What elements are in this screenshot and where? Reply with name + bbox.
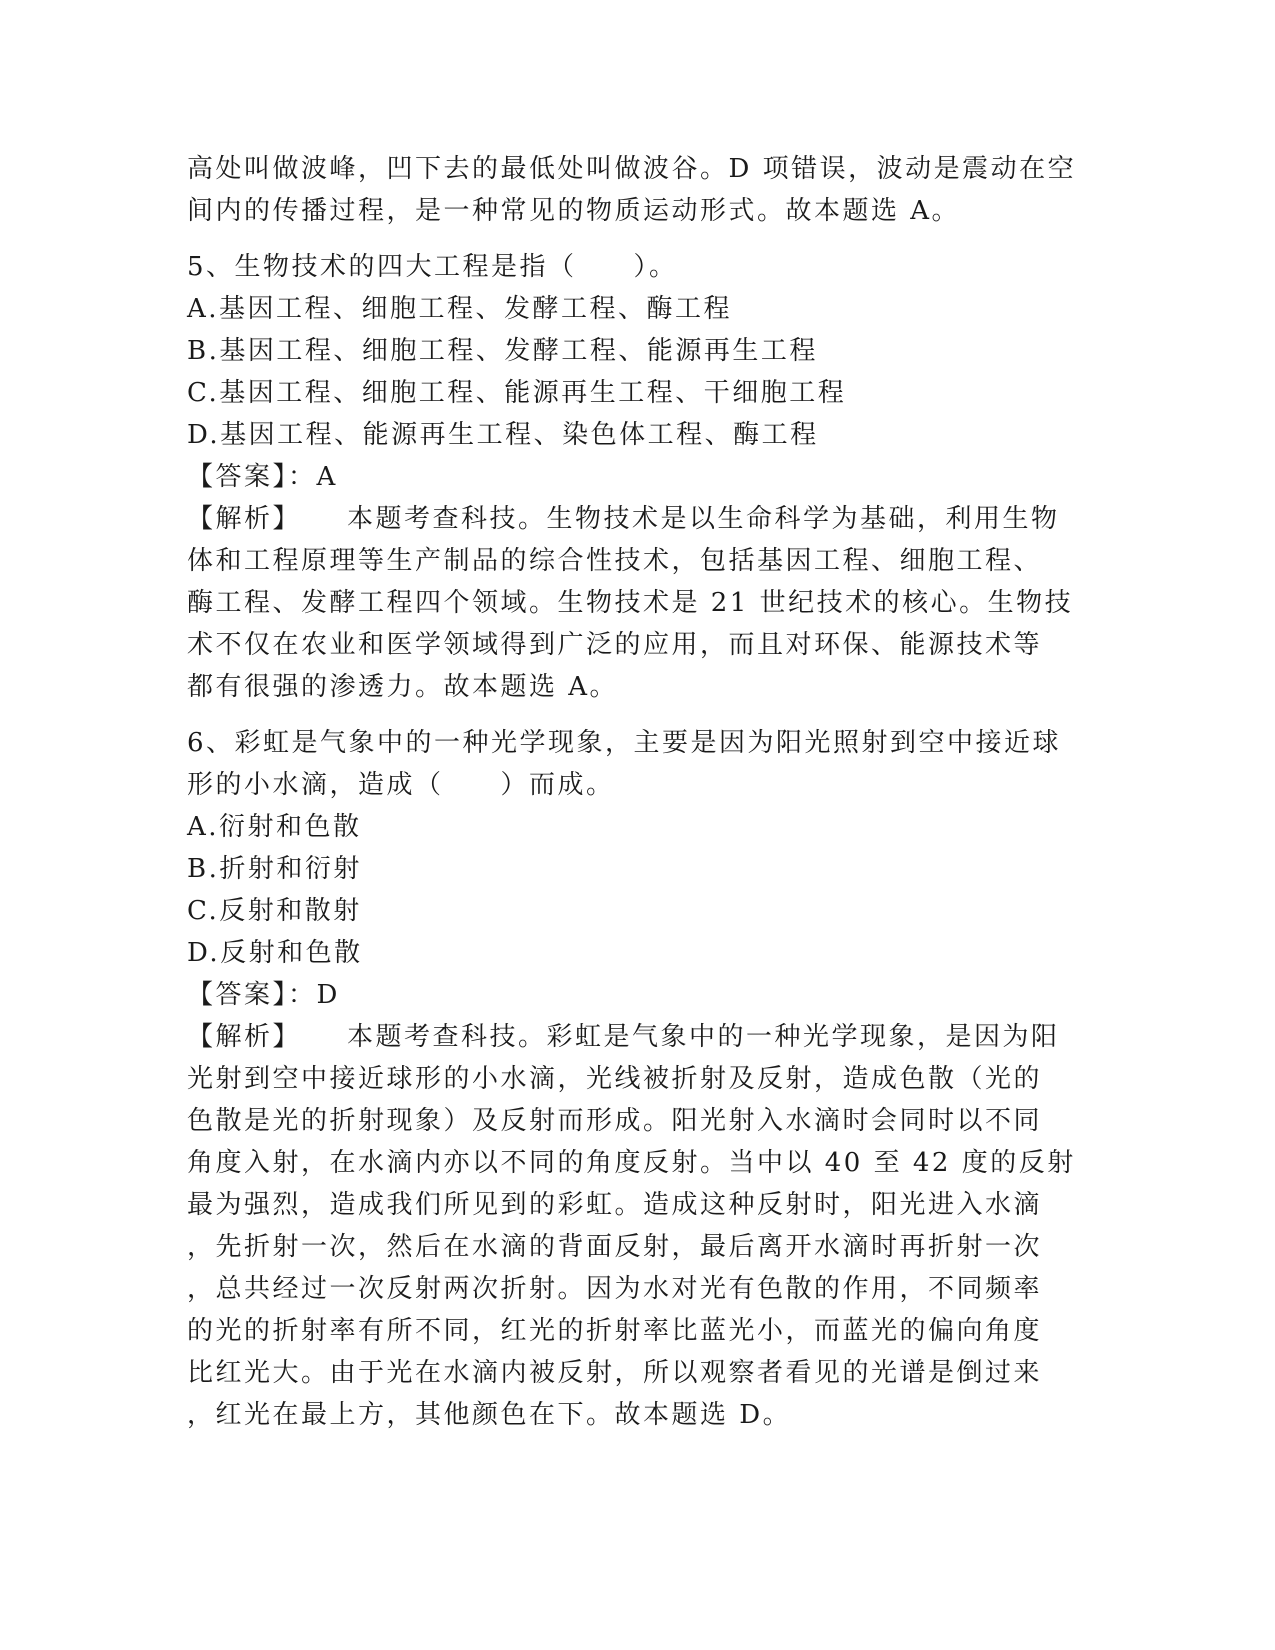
question-5-option-a: A.基因工程、细胞工程、发酵工程、酶工程 bbox=[187, 294, 733, 324]
analysis-text: 本题考查科技。生物技术是以生命科学为基础，利用生物 bbox=[347, 504, 1060, 534]
question-5-option-d: D.基因工程、能源再生工程、染色体工程、酶工程 bbox=[187, 420, 819, 450]
document-body bbox=[187, 148, 1087, 1436]
analysis-text: 都有很强的渗透力。故本题选 A。 bbox=[187, 672, 619, 702]
question-6-stem: 6、彩虹是气象中的一种光学现象，主要是因为阳光照射到空中接近球 bbox=[187, 728, 1062, 758]
analysis-text: 的光的折射率有所不同，红光的折射率比蓝光小，而蓝光的偏向角度 bbox=[187, 1316, 1043, 1346]
analysis-text: 比红光大。由于光在水滴内被反射，所以观察者看见的光谱是倒过来 bbox=[187, 1358, 1043, 1388]
text-line: 间内的传播过程，是一种常见的物质运动形式。故本题选 A。 bbox=[187, 196, 961, 226]
analysis-text: 术不仅在农业和医学领域得到广泛的应用，而且对环保、能源技术等 bbox=[187, 630, 1043, 660]
question-6-option-d: D.反射和色散 bbox=[187, 938, 363, 968]
answer-value: D bbox=[316, 980, 340, 1010]
question-5-option-b: B.基因工程、细胞工程、发酵工程、能源再生工程 bbox=[187, 336, 818, 366]
analysis-label: 【解析】 bbox=[187, 1022, 302, 1052]
analysis-text: 酶工程、发酵工程四个领域。生物技术是 21 世纪技术的核心。生物技 bbox=[187, 588, 1074, 618]
answer-value: A bbox=[316, 462, 338, 492]
question-6-stem: 形的小水滴，造成（ ）而成。 bbox=[187, 770, 615, 800]
analysis-label: 【解析】 bbox=[187, 504, 302, 534]
question-6-option-c: C.反射和散射 bbox=[187, 896, 362, 926]
analysis-text: 最为强烈，造成我们所见到的彩虹。造成这种反射时，阳光进入水滴 bbox=[187, 1190, 1043, 1220]
question-5 bbox=[187, 246, 1087, 708]
question-5-stem: 5、生物技术的四大工程是指（ ）。 bbox=[187, 252, 678, 282]
answer-label: 【答案】： bbox=[187, 980, 317, 1010]
analysis-text: ，总共经过一次反射两次折射。因为水对光有色散的作用，不同频率 bbox=[187, 1274, 1043, 1304]
analysis-text: ，先折射一次，然后在水滴的背面反射，最后离开水滴时再折射一次 bbox=[187, 1232, 1043, 1262]
analysis-text: ，红光在最上方，其他颜色在下。故本题选 D。 bbox=[187, 1400, 792, 1430]
previous-analysis-tail bbox=[187, 148, 1087, 232]
question-6-analysis-first-line bbox=[187, 1016, 1087, 1058]
analysis-text: 色散是光的折射现象）及反射而形成。阳光射入水滴时会同时以不同 bbox=[187, 1106, 1043, 1136]
question-6-answer bbox=[187, 974, 1087, 1016]
answer-label: 【答案】： bbox=[187, 462, 317, 492]
question-6-option-a: A.衍射和色散 bbox=[187, 812, 362, 842]
analysis-text: 本题考查科技。彩虹是气象中的一种光学现象，是因为阳 bbox=[347, 1022, 1060, 1052]
text-line: 高处叫做波峰，凹下去的最低处叫做波谷。D 项错误，波动是震动在空 bbox=[187, 154, 1077, 184]
question-5-answer bbox=[187, 456, 1087, 498]
question-6 bbox=[187, 722, 1087, 1436]
analysis-text: 体和工程原理等生产制品的综合性技术，包括基因工程、细胞工程、 bbox=[187, 546, 1043, 576]
analysis-text: 光射到空中接近球形的小水滴，光线被折射及反射，造成色散（光的 bbox=[187, 1064, 1043, 1094]
analysis-text: 角度入射，在水滴内亦以不同的角度反射。当中以 40 至 42 度的反射 bbox=[187, 1148, 1076, 1178]
question-6-option-b: B.折射和衍射 bbox=[187, 854, 362, 884]
question-5-analysis-first-line bbox=[187, 498, 1087, 540]
question-5-option-c: C.基因工程、细胞工程、能源再生工程、干细胞工程 bbox=[187, 378, 847, 408]
